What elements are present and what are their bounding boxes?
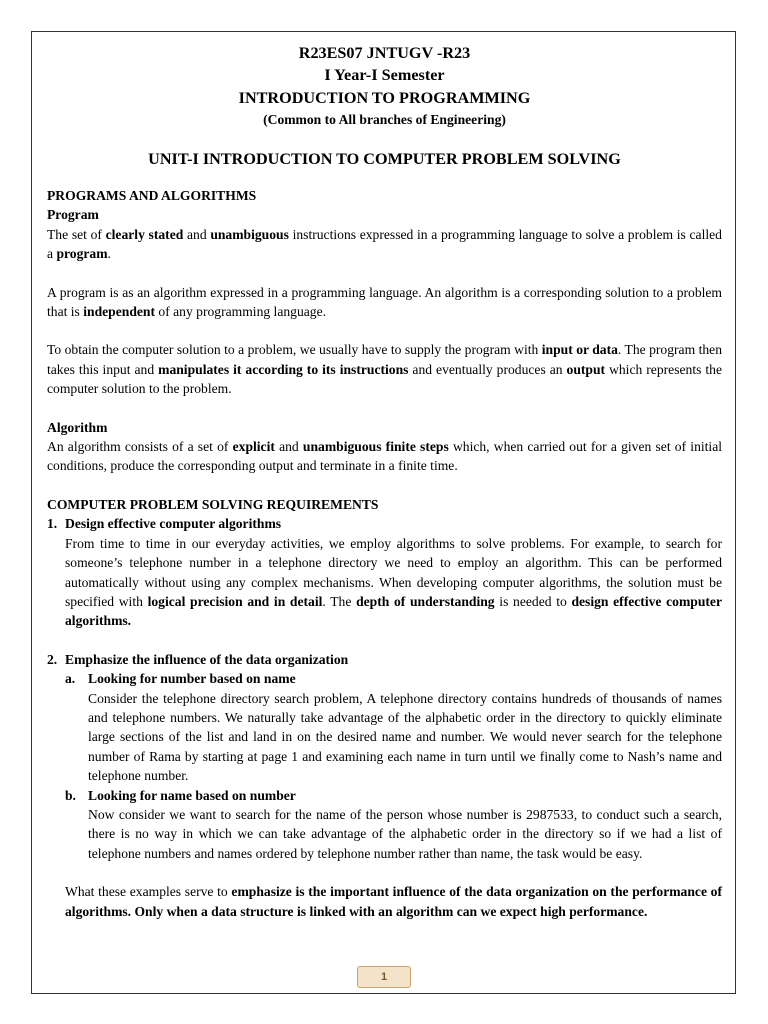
sub-list-item: a. Looking for number based on name <box>47 669 722 688</box>
common-note: (Common to All branches of Engineering) <box>263 112 506 127</box>
conclusion-paragraph: What these examples serve to emphasize is the important influence of the data organization on the performance of algorithms. Only when a data structure is linked with an algorithm can we expect high performance. <box>65 884 722 919</box>
sub-list-item: b. Looking for name based on number <box>47 786 722 805</box>
algorithm-heading: Algorithm <box>47 419 108 435</box>
program-definition: The set of clearly stated and unambiguous instructions expressed in a programming language to solve a problem is called a program. <box>47 226 722 262</box>
input-output-paragraph: To obtain the computer solution to a problem, we usually have to supply the program with input or data. The program then takes this input and manipulates it according to its instructions and eventually produces an output which represents the computer solution to the problem. <box>47 342 723 397</box>
list-item: 1. Design effective computer algorithms <box>47 514 722 533</box>
name-by-number-paragraph: Now consider we want to search for the name of the person whose number is 2987533, to conduct such a search, there is no way in which we can take advantage of the alphabetic order in the directory so if we had a list of telephone numbers and names ordered by telephone number rather than name, the task would be easy. <box>88 806 722 861</box>
design-algorithms-paragraph: From time to time in our everyday activities, we employ algorithms to solve problems. For example, to search for someone’s telephone number in a telephone directory we need to employ an algorithm. This can be performed automatically without using any complex mechanisms. When developing computer algorithms, the solution must be specified with logical precision and in detail. The depth of understanding is needed to design effective computer algorithms. <box>65 535 722 629</box>
section-title-programs: PROGRAMS AND ALGORITHMS <box>47 188 257 203</box>
sub-item-label: Looking for number based on name <box>88 671 296 687</box>
semester: I Year-I Semester <box>324 66 445 84</box>
section-title-requirements: COMPUTER PROBLEM SOLVING REQUIREMENTS <box>47 496 379 512</box>
program-heading: Program <box>47 207 99 223</box>
page-number-badge: 1 <box>357 966 411 988</box>
course-code: R23ES07 JNTUGV -R23 <box>298 44 471 62</box>
program-algorithm-paragraph: A program is as an algorithm expressed in a programming language. An algorithm is a corresponding solution to a problem that is independent of any programming language. <box>47 284 722 320</box>
item-label: Design effective computer algorithms <box>65 516 282 532</box>
number-by-name-paragraph: Consider the telephone directory search problem, A telephone directory contains hundreds of thousands of names and telephone numbers. We naturally take advantage of the alphabetic order in the directory to quickly eliminate large sections of the list and land in on the desired name and number. We would never search for the telephone number of Rama by starting at page 1 and examining each name in turn until we finally come to Nash’s name and telephone number. <box>88 690 722 784</box>
algorithm-definition: An algorithm consists of a set of explicit and unambiguous finite steps which, when carried out for a given set of initial conditions, produce the corresponding output and terminate in a finite time. <box>47 439 723 474</box>
course-title: INTRODUCTION TO PROGRAMMING <box>238 89 531 107</box>
item-label: Emphasize the influence of the data organization <box>65 651 349 667</box>
sub-item-label: Looking for name based on number <box>88 787 296 803</box>
list-item: 2. Emphasize the influence of the data organization <box>47 650 722 669</box>
unit-title: UNIT-I INTRODUCTION TO COMPUTER PROBLEM SOLVING <box>148 150 621 168</box>
document-body <box>47 42 722 921</box>
